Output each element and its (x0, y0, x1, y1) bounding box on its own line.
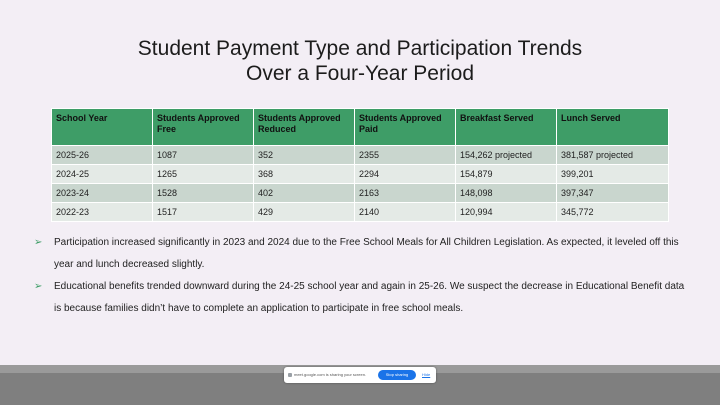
table-cell: 2022-23 (52, 203, 153, 222)
table-header-row (52, 109, 669, 146)
bullet-text: Participation increased significantly in 2023 and 2024 due to the Free School Meals for All Children Legislation. As expected, it leveled off this year and lunch decreased slightly. (54, 237, 679, 270)
table-cell: 2024-25 (52, 165, 153, 184)
table-cell: 381,587 projected (557, 146, 669, 165)
table-cell: 1087 (153, 146, 254, 165)
table-row (52, 203, 669, 222)
table-cell: 154,262 projected (456, 146, 557, 165)
table-cell: 2294 (355, 165, 456, 184)
slide-title-line-2: Over a Four-Year Period (246, 62, 474, 85)
table-cell: 2140 (355, 203, 456, 222)
table-cell: 345,772 (557, 203, 669, 222)
header-breakfast-served: Breakfast Served (456, 109, 557, 146)
participation-table (51, 108, 669, 222)
table-cell: 2025-26 (52, 146, 153, 165)
table-cell: 399,201 (557, 165, 669, 184)
header-school-year: School Year (52, 109, 153, 146)
bullet-item (34, 276, 694, 320)
table-cell: 1265 (153, 165, 254, 184)
table-cell: 429 (254, 203, 355, 222)
table-row (52, 184, 669, 203)
screen-share-notification (284, 367, 436, 383)
header-approved-paid: Students Approved Paid (355, 109, 456, 146)
table-cell: 2355 (355, 146, 456, 165)
table-row (52, 165, 669, 184)
table-cell: 368 (254, 165, 355, 184)
header-approved-reduced: Students Approved Reduced (254, 109, 355, 146)
header-lunch-served: Lunch Served (557, 109, 669, 146)
slide-title-line-1: Student Payment Type and Participation Trends (137, 37, 583, 60)
table-cell: 120,994 (456, 203, 557, 222)
screen-share-icon (288, 373, 292, 377)
bullet-item (34, 232, 694, 276)
slide-title (0, 36, 720, 86)
table-cell: 1517 (153, 203, 254, 222)
table-cell: 154,879 (456, 165, 557, 184)
table-cell: 397,347 (557, 184, 669, 203)
table-cell: 1528 (153, 184, 254, 203)
table-cell: 148,098 (456, 184, 557, 203)
share-status-text: meet.google.com is sharing your screen. (294, 372, 367, 377)
table-cell: 352 (254, 146, 355, 165)
table-cell: 2163 (355, 184, 456, 203)
arrow-bullet-icon: ➢ (34, 281, 43, 292)
bullet-text: Educational benefits trended downward during the 24-25 school year and again in 25-26. We suspect the decrease in Educational Benefit data is because families didn’t have to complete an application to participate in free school meals. (54, 281, 685, 314)
bullet-list (34, 232, 694, 320)
table-row (52, 146, 669, 165)
hide-link[interactable]: Hide (422, 372, 431, 377)
stop-sharing-button[interactable]: Stop sharing (378, 370, 416, 380)
header-approved-free: Students Approved Free (153, 109, 254, 146)
table-cell: 402 (254, 184, 355, 203)
table-cell: 2023-24 (52, 184, 153, 203)
arrow-bullet-icon: ➢ (34, 237, 43, 248)
